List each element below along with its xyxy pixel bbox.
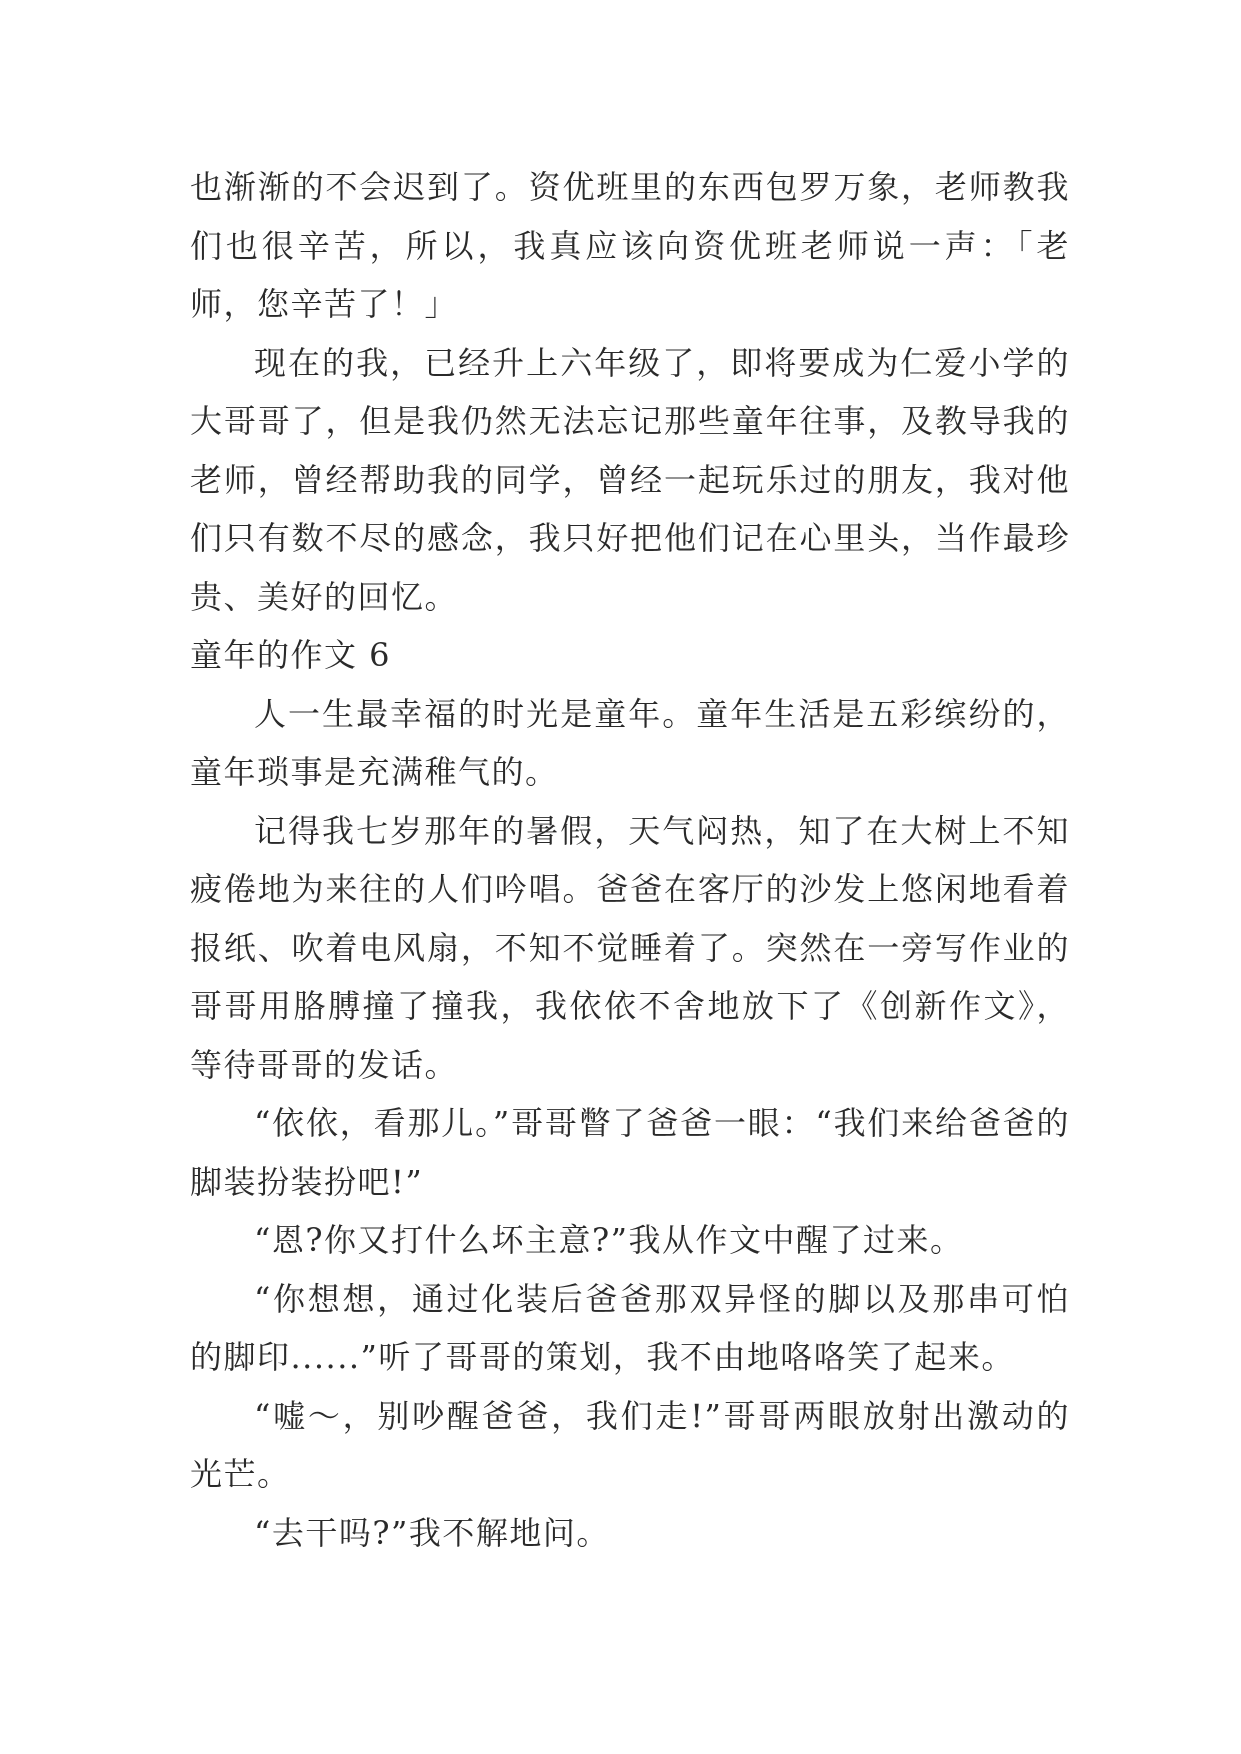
paragraph: 记得我七岁那年的暑假，天气闷热，知了在大树上不知疲倦地为来往的人们吟唱。爸爸在客厅的沙发上悠闲地看着报纸、吹着电风扇，不知不觉睡着了。突然在一旁写作业的哥哥用胳膊撞了撞我，我依依不舍地放下了《创新作文》，等待哥哥的发话。 (190, 811, 1070, 1084)
section-title: 童年的作文 6 (190, 636, 392, 674)
paragraph: “恩?你又打什么坏主意?”我从作文中醒了过来。 (254, 1221, 964, 1259)
paragraph: 人一生最幸福的时光是童年。童年生活是五彩缤纷的，童年琐事是充满稚气的。 (190, 694, 1070, 791)
paragraph: “嘘～，别吵醒爸爸，我们走!”哥哥两眼放射出激动的光芒。 (190, 1396, 1070, 1493)
paragraph: “你想想，通过化装后爸爸那双异怪的脚以及那串可怕的脚印......”听了哥哥的策划，我不由地咯咯笑了起来。 (190, 1279, 1070, 1376)
paragraph: “去干吗?”我不解地问。 (254, 1513, 610, 1552)
paragraph: “依依，看那儿。”哥哥瞥了爸爸一眼：“我们来给爸爸的脚装扮装扮吧!” (190, 1104, 1070, 1201)
paragraph: 也渐渐的不会迟到了。资优班里的东西包罗万象，老师教我们也很辛苦，所以，我真应该向资优班老师说一声：「老师，您辛苦了！」 (190, 168, 1070, 323)
paragraph: 现在的我，已经升上六年级了，即将要成为仁爱小学的大哥哥了，但是我仍然无法忘记那些童年往事，及教导我的老师，曾经帮助我的同学，曾经一起玩乐过的朋友，我对他们只有数不尽的感念，我只好把他们记在心里头，当作最珍贵、美好的回忆。 (190, 343, 1070, 616)
document-body (190, 158, 1070, 1562)
